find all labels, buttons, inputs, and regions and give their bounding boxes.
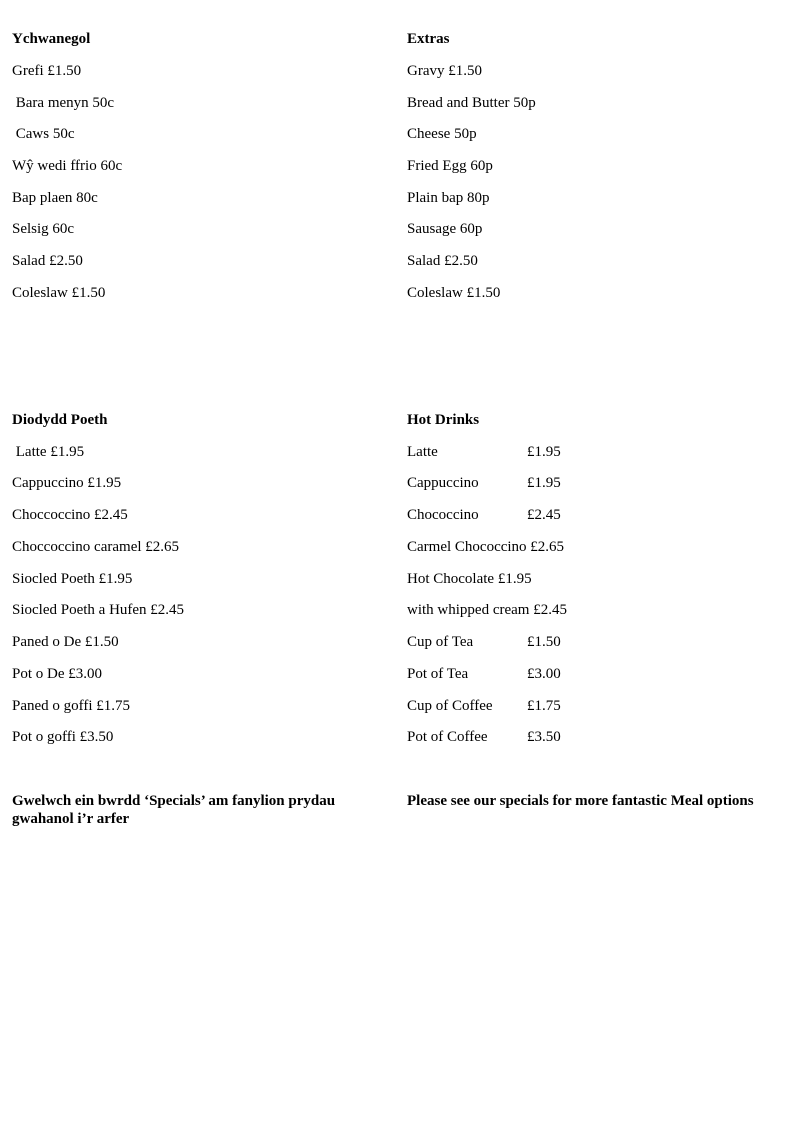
hot-drinks-welsh-item: Paned o De £1.50: [12, 634, 119, 650]
extras-english-item: Gravy £1.50: [407, 63, 482, 79]
hot-drinks-english-row: [407, 506, 561, 524]
drink-price: £3.50: [527, 729, 561, 745]
extras-welsh-heading: Ychwanegol: [12, 31, 91, 47]
drink-name: Chococcino: [407, 507, 479, 523]
drink-price: £2.45: [527, 507, 561, 523]
extras-welsh-item: Wŷ wedi ffrio 60c: [12, 158, 123, 174]
drink-name: Cup of Tea: [407, 634, 474, 650]
hot-drinks-welsh-item: Cappuccino £1.95: [12, 475, 122, 491]
hot-drinks-welsh-item: Pot o goffi £3.50: [12, 729, 114, 745]
hot-drinks-welsh-item: Siocled Poeth a Hufen £2.45: [12, 602, 185, 618]
extras-english-item: Coleslaw £1.50: [407, 285, 501, 301]
drink-name: Pot of Tea: [407, 666, 469, 682]
hot-drinks-welsh-item: Siocled Poeth £1.95: [12, 571, 133, 587]
extras-welsh-item: Bara menyn 50c: [12, 95, 115, 111]
hot-drinks-english-row: [407, 697, 561, 715]
extras-english-item: Bread and Butter 50p: [407, 95, 536, 111]
hot-drinks-english-row: [407, 538, 564, 556]
drink-name: Carmel Chococcino £2.65: [407, 539, 565, 555]
drink-price: £1.50: [527, 634, 561, 650]
hot-drinks-welsh-item: Choccoccino caramel £2.65: [12, 539, 180, 555]
drink-price: £1.95: [527, 444, 561, 460]
extras-english-item: Salad £2.50: [407, 253, 478, 269]
extras-english-item: Plain bap 80p: [407, 190, 490, 206]
extras-welsh-item: Salad £2.50: [12, 253, 83, 269]
hot-drinks-english-row: [407, 665, 561, 683]
hot-drinks-welsh-item: Latte £1.95: [12, 444, 85, 460]
hot-drinks-english-row: [407, 474, 561, 492]
drink-price: £1.75: [527, 698, 561, 714]
hot-drinks-welsh-item: Choccoccino £2.45: [12, 507, 128, 523]
extras-welsh-item: Coleslaw £1.50: [12, 285, 106, 301]
hot-drinks-english-row: [407, 443, 561, 461]
drink-name: Pot of Coffee: [407, 729, 488, 745]
specials-note-welsh: Gwelwch ein bwrdd ‘Specials’ am fanylion prydau gwahanol i’r arfer: [12, 793, 336, 827]
extras-english-item: Sausage 60p: [407, 221, 483, 237]
extras-welsh-item: Selsig 60c: [12, 221, 75, 237]
hot-drinks-english-heading: Hot Drinks: [407, 412, 480, 428]
drink-name: Cup of Coffee: [407, 698, 493, 714]
extras-welsh-item: Grefi £1.50: [12, 63, 82, 79]
drink-name: Hot Chocolate £1.95: [407, 571, 532, 587]
extras-english-item: Fried Egg 60p: [407, 158, 493, 174]
hot-drinks-english-row: [407, 728, 561, 746]
specials-note-english: Please see our specials for more fantastic Meal options: [407, 793, 754, 809]
hot-drinks-welsh-item: Paned o goffi £1.75: [12, 698, 131, 714]
drink-name: Latte: [407, 444, 438, 460]
hot-drinks-welsh-heading: Diodydd Poeth: [12, 412, 108, 428]
hot-drinks-english-row: [407, 601, 567, 619]
drink-name: with whipped cream £2.45: [407, 602, 567, 618]
drink-name: Cappuccino: [407, 475, 479, 491]
extras-welsh-item: Caws 50c: [12, 126, 75, 142]
extras-welsh-item: Bap plaen 80c: [12, 190, 98, 206]
extras-english-heading: Extras: [407, 31, 450, 47]
hot-drinks-welsh-item: Pot o De £3.00: [12, 666, 102, 682]
drink-price: £1.95: [527, 475, 561, 491]
hot-drinks-english-row: [407, 570, 532, 588]
extras-english-item: Cheese 50p: [407, 126, 477, 142]
hot-drinks-english-row: [407, 633, 561, 651]
drink-price: £3.00: [527, 666, 561, 682]
